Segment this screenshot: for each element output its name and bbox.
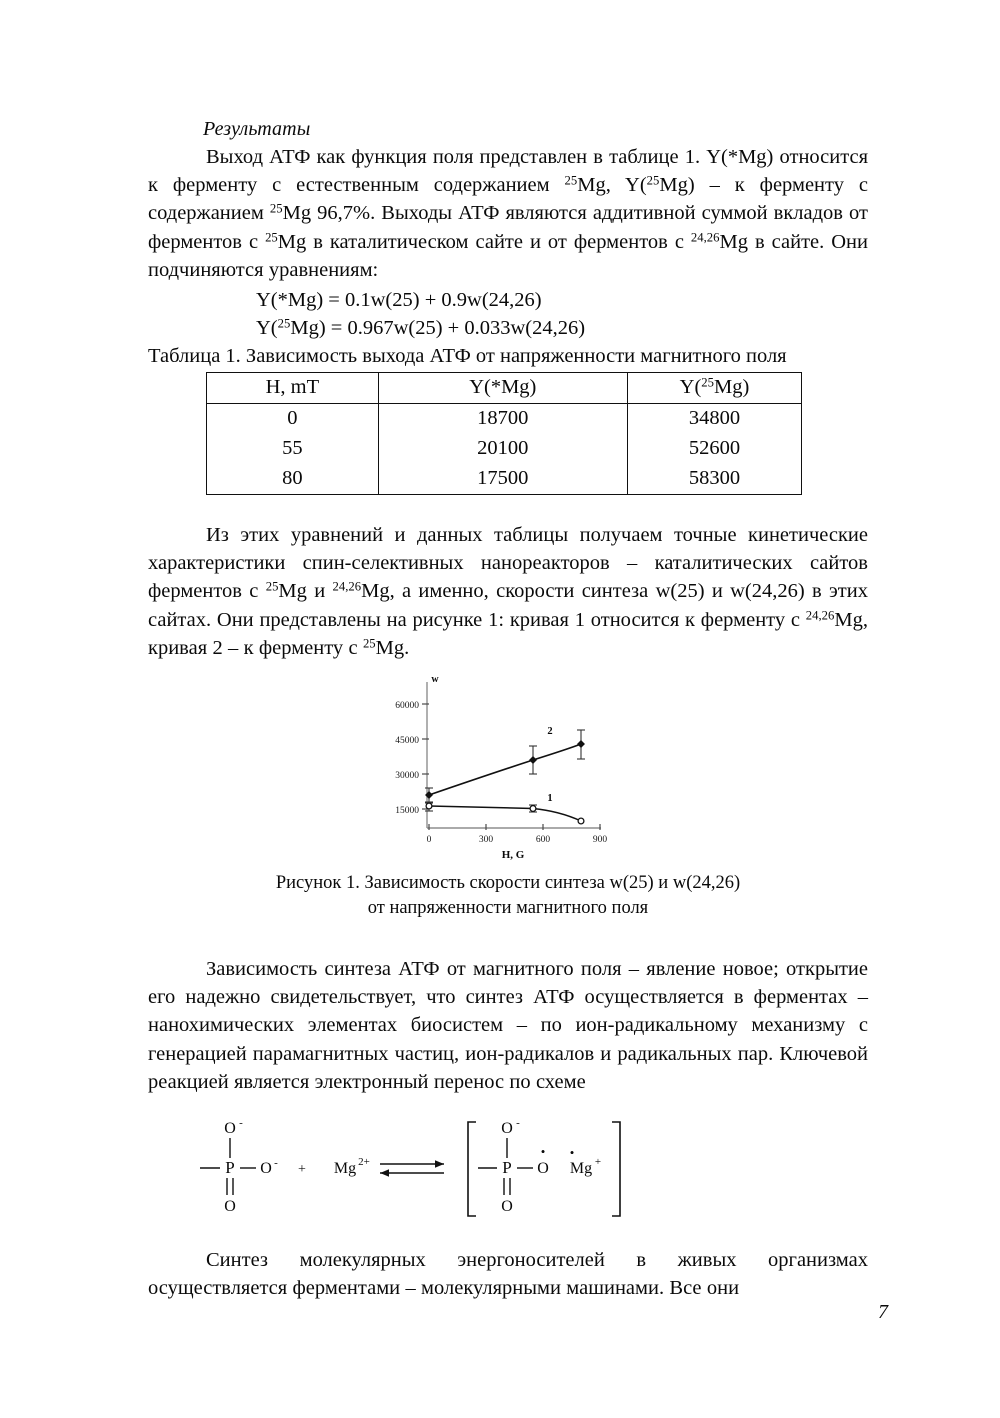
scheme-left-bottom-oxygen: O: [224, 1198, 236, 1216]
scheme-plus-sign: +: [298, 1162, 306, 1178]
scheme-bracket-close: [612, 1122, 620, 1216]
x-axis-label: H, G: [501, 849, 525, 862]
series-2-marker: [425, 791, 433, 799]
figure-caption-line-2: от напряженности магнитного поля: [367, 898, 649, 919]
series-1-marker: [426, 803, 432, 809]
table-caption: Таблица 1. Зависимость выхода АТФ от напряженности магнитного поля: [148, 345, 787, 368]
table-header-field: H, mT: [207, 373, 379, 404]
paragraph-after-figure: Зависимость синтеза АТФ от магнитного поля – явление новое; открытие его надежно свидетельствует, что синтез АТФ осуществляется в ферментах – нанохимических элементах биосистем – по ион-радикальному механизму с генерацией парамагнитных частиц, ион-радикалов и радикальных пар. Ключевой реакцией является электронный перенос по схеме: [148, 958, 868, 1093]
spacer: [148, 921, 868, 955]
isotope-superscript: 24,26: [805, 608, 835, 623]
scheme-magnesium-radical: Mg: [569, 1160, 593, 1178]
equation-1: Y(*Mg) = 0.1w(25) + 0.9w(24,26): [256, 289, 542, 312]
page-number: 7: [878, 1301, 888, 1323]
isotope-superscript: 25: [362, 636, 376, 651]
table-header-y-star: Y(*Mg): [378, 373, 627, 404]
y-tick-label: 30000: [395, 771, 419, 782]
scheme-left-top-charge: -: [239, 1117, 243, 1130]
series-2-line: [429, 744, 581, 795]
x-tick-label: 900: [592, 835, 608, 846]
spacer: [148, 495, 868, 521]
figure-caption-line-1: Рисунок 1. Зависимость скорости синтеза w(25) и w(24,26): [275, 873, 741, 894]
section-heading: Результаты: [203, 118, 311, 140]
isotope-superscript: 25: [265, 230, 278, 245]
series-1-line: [429, 806, 581, 821]
figure-caption: [148, 871, 868, 921]
y-tick-label: 45000: [395, 736, 419, 747]
isotope-superscript: 25: [269, 201, 283, 216]
cell-field: 55: [207, 434, 379, 464]
series-1-label: 1: [547, 793, 553, 805]
table-row: [207, 434, 802, 464]
table-head: [207, 373, 802, 404]
y-tick-label: 60000: [395, 701, 419, 712]
table-row: [207, 404, 802, 435]
cell-field: 0: [207, 404, 379, 435]
isotope-superscript: 25: [701, 374, 714, 389]
x-tick-label: 0: [426, 835, 432, 846]
scheme-left-right-charge: -: [274, 1157, 278, 1170]
cell-y-star: 17500: [378, 464, 627, 495]
paragraph-closing: Синтез молекулярных энергоносителей в живых организмах осуществляется ферментами – молекулярными машинами. Все они: [148, 1249, 868, 1300]
scheme-right-oxygen-radical: O: [537, 1160, 549, 1178]
equation-2-prefix: Y(: [256, 317, 278, 340]
cell-y-star: 20100: [378, 434, 627, 464]
table-header-y-25: [627, 373, 801, 404]
x-tick-label: 300: [478, 835, 494, 846]
page-content: [148, 118, 868, 1302]
cell-y-25: 58300: [627, 464, 801, 495]
isotope-superscript: 25: [564, 173, 578, 188]
scheme-right-phosphorus: P: [502, 1158, 512, 1178]
series-2-marker: [577, 740, 585, 748]
scheme-magnesium-ion: Mg: [333, 1160, 357, 1178]
y-tick-label: 15000: [395, 806, 419, 817]
series-1-marker: [578, 818, 584, 824]
par-mid-run4: Mg, кривая 2 – к ферменту с: [148, 608, 868, 659]
par-intro-run1: Выход АТФ как функция поля представлен в таблице 1. Y(*Mg) относится к ферменту с естественным содержанием: [148, 146, 868, 197]
table-row: [207, 464, 802, 495]
par-intro-run2: Mg, Y(: [577, 174, 647, 197]
synthesis-rate-chart: [383, 670, 633, 865]
series-1-marker: [530, 806, 536, 812]
scheme-oxygen-radical-dot: •: [540, 1144, 546, 1160]
scheme-left-right-oxygen: O: [260, 1160, 272, 1178]
paragraph-middle: [148, 521, 868, 662]
paragraph-intro: [148, 143, 868, 284]
atp-yield-table: [206, 372, 802, 495]
cell-field: 80: [207, 464, 379, 495]
isotope-superscript: 24,26: [690, 230, 720, 245]
scheme-right-bottom-oxygen: O: [501, 1198, 513, 1216]
equilibrium-arrow-icon: [380, 1160, 444, 1177]
y25-prefix: Y(: [679, 375, 702, 398]
y25-suffix: Mg): [713, 375, 750, 398]
scheme-magnesium-radical-charge: +: [594, 1156, 602, 1169]
par-intro-run3: Mg) – к ферменту с содержанием: [148, 174, 868, 225]
scheme-right-top-charge: -: [516, 1117, 520, 1130]
par-intro-run4: Mg 96,7%. Выходы АТФ являются аддитивной суммой вкладов от ферментов с: [148, 202, 868, 253]
scheme-bracket-open: [468, 1122, 476, 1216]
equation-2-suffix: Mg) = 0.967w(25) + 0.033w(24,26): [290, 317, 586, 340]
series-2-marker: [529, 756, 537, 764]
equation-2: [256, 314, 868, 342]
reaction-scheme-wrap: [148, 1110, 868, 1228]
figure-chart-wrap: [148, 670, 868, 865]
par-intro-run6: Mg в сайте. Они подчиняются уравнениям:: [148, 230, 868, 281]
cell-y-25: 34800: [627, 404, 801, 435]
par-mid-run5: Mg.: [375, 636, 410, 659]
scheme-magnesium-charge: 2+: [358, 1156, 370, 1169]
isotope-superscript: 25: [277, 316, 291, 331]
cell-y-star: 18700: [378, 404, 627, 435]
cell-y-25: 52600: [627, 434, 801, 464]
scheme-left-top-oxygen: O: [224, 1120, 236, 1138]
equation-block: [148, 286, 868, 342]
x-tick-label: 600: [535, 835, 551, 846]
y-axis-label: w: [431, 674, 439, 686]
scheme-magnesium-radical-dot: •: [569, 1145, 575, 1161]
par-mid-run3: Mg, а именно, скорости синтеза w(25) и w(24,26) в этих сайтах. Они представлены на рисунке 1: кривая 1 относится к ферменту с: [148, 580, 868, 631]
spacer: [148, 1228, 868, 1246]
isotope-superscript: 24,26: [332, 579, 362, 594]
par-mid-run2: Mg и: [278, 580, 333, 603]
electron-transfer-scheme: [182, 1110, 652, 1228]
scheme-right-top-oxygen: O: [501, 1120, 513, 1138]
table-header-row: [207, 373, 802, 404]
isotope-superscript: 25: [646, 173, 660, 188]
par-mid-run1: Из этих уравнений и данных таблицы получаем точные кинетические характеристики спин-селективных нанореакторов – каталитических сайтов ферментов с: [148, 524, 868, 603]
series-2-label: 2: [547, 726, 553, 738]
table-body: [207, 404, 802, 495]
par-intro-run5: Mg в каталитическом сайте и от ферментов с: [277, 230, 691, 253]
scheme-left-phosphorus: P: [225, 1158, 235, 1178]
isotope-superscript: 25: [265, 579, 279, 594]
